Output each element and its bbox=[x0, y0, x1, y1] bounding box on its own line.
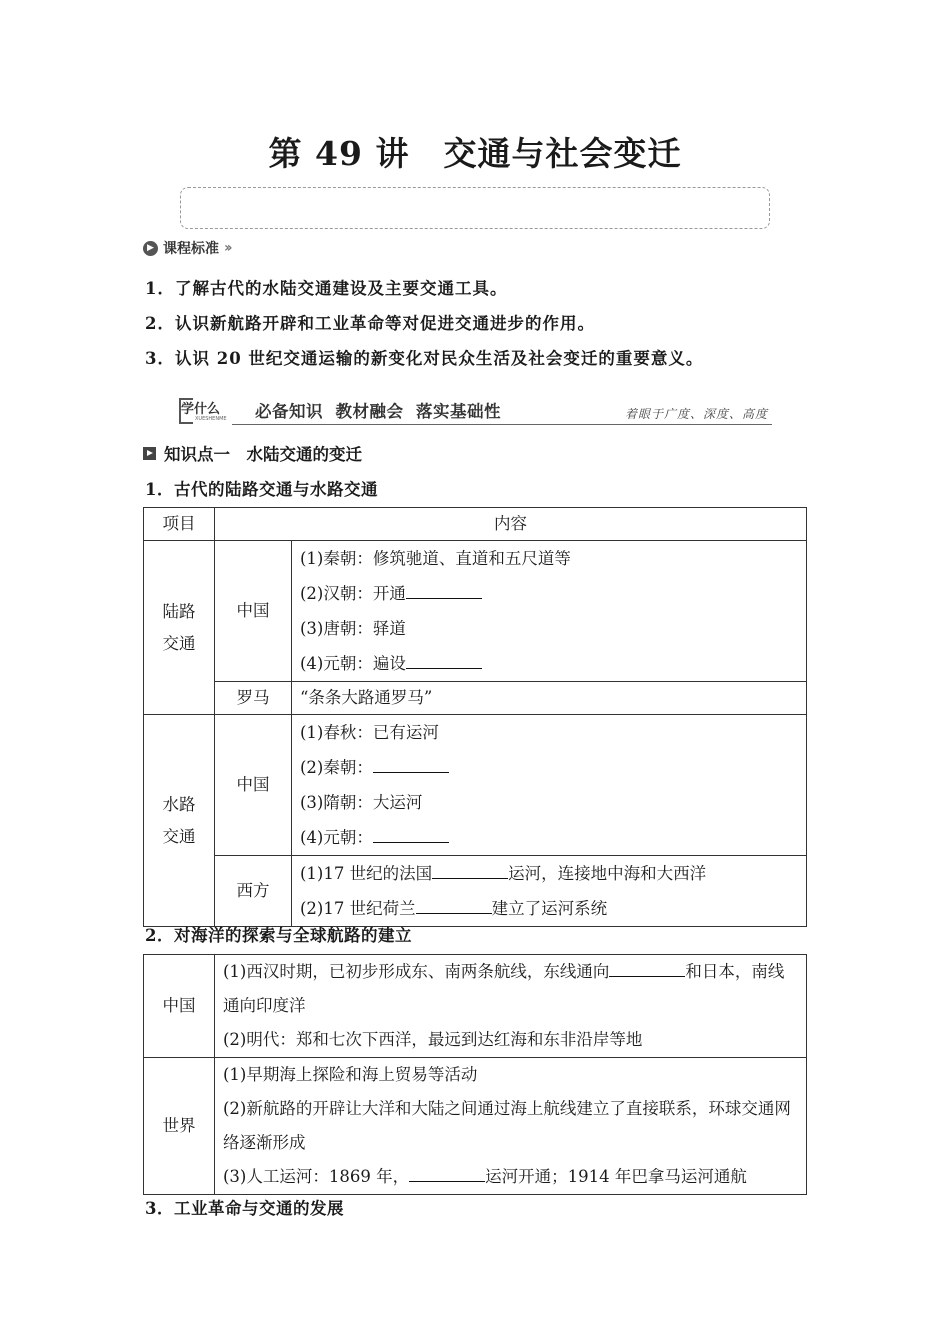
page-title: 第 49 讲 交通与社会变迁 bbox=[268, 134, 682, 173]
land-china-item-3: (3)唐朝：驿道 bbox=[300, 619, 406, 638]
double-chevron-icon: ›› bbox=[224, 240, 230, 256]
land-china-content bbox=[292, 541, 807, 682]
fill-blank[interactable] bbox=[373, 824, 449, 843]
land-china-item-4: (4)元朝：遍设 bbox=[300, 646, 806, 681]
t2-world-item-3: (3)人工运河：1869 年， 运河开通；1914 年巴拿马运河通航 bbox=[223, 1160, 800, 1194]
t2-world-content bbox=[215, 1058, 807, 1195]
land-rome-label: 罗马 bbox=[215, 682, 292, 715]
header-item: 项目 bbox=[144, 508, 215, 541]
land-china-item-2: (2)汉朝：开通 bbox=[300, 576, 806, 611]
fill-blank[interactable] bbox=[406, 580, 482, 599]
water-china-content bbox=[292, 715, 807, 856]
water-china-item-2: (2)秦朝： bbox=[300, 750, 806, 785]
table-ocean-routes bbox=[143, 954, 807, 1195]
land-china-label: 中国 bbox=[215, 541, 292, 682]
logo-subtext: XUESHENME bbox=[195, 416, 227, 422]
land-china-item-1: (1)秦朝：修筑驰道、直道和五尺道等 bbox=[300, 549, 571, 568]
fill-blank[interactable] bbox=[406, 650, 482, 669]
water-china-item-3: (3)隋朝：大运河 bbox=[300, 793, 423, 812]
t2-china-label: 中国 bbox=[144, 955, 215, 1058]
header-content: 内容 bbox=[215, 508, 807, 541]
t2-world-item-1: (1)早期海上探险和海上贸易等活动 bbox=[223, 1065, 478, 1084]
dashed-box bbox=[180, 187, 770, 229]
water-china-label: 中国 bbox=[215, 715, 292, 856]
water-china-item-1: (1)春秋：已有运河 bbox=[300, 723, 439, 742]
water-west-item-1: (1)17 世纪的法国 运河，连接地中海和大西洋 bbox=[300, 856, 806, 891]
water-west-label: 西方 bbox=[215, 856, 292, 927]
fill-blank[interactable] bbox=[609, 958, 685, 977]
standard-item-3: 3．认识 20 世纪交通运输的新变化对民众生活及社会变迁的重要意义。 bbox=[145, 349, 704, 368]
water-west-content bbox=[292, 856, 807, 927]
fill-blank[interactable] bbox=[416, 895, 492, 914]
logo bbox=[179, 398, 227, 422]
fill-blank[interactable] bbox=[432, 860, 508, 879]
land-rome-content bbox=[292, 682, 807, 715]
fill-blank[interactable] bbox=[409, 1163, 485, 1182]
section1-title: 1．古代的陆路交通与水路交通 bbox=[145, 480, 378, 499]
t2-china-content bbox=[215, 955, 807, 1058]
banner-rule bbox=[232, 424, 772, 425]
section2-title: 2．对海洋的探索与全球航路的建立 bbox=[145, 926, 412, 945]
play-icon: ▶ bbox=[143, 241, 158, 256]
knowledge-point-heading bbox=[143, 441, 362, 465]
logo-text: 学什么 bbox=[181, 402, 221, 417]
water-label-line2: 交通 bbox=[162, 826, 196, 846]
table-land-water bbox=[143, 507, 807, 927]
banner-main-text: 必备知识 教材融会 落实基础性 bbox=[255, 402, 501, 421]
land-label-line1: 陆路 bbox=[162, 601, 196, 621]
water-west-item-2: (2)17 世纪荷兰 建立了运河系统 bbox=[300, 891, 806, 926]
banner-right-text: 着眼于广度、深度、高度 bbox=[624, 407, 768, 421]
land-label bbox=[144, 541, 215, 715]
standard-item-1: 1．了解古代的水陆交通建设及主要交通工具。 bbox=[145, 279, 508, 298]
knowledge-point-label: 知识点一 水陆交通的变迁 bbox=[164, 445, 362, 464]
t2-china-item-2: (2)明代：郑和七次下西洋，最远到达红海和东非沿岸等地 bbox=[223, 1030, 643, 1049]
t2-world-label: 世界 bbox=[144, 1058, 215, 1195]
t2-world-item-2: (2)新航路的开辟让大洋和大陆之间通过海上航线建立了直接联系，环球交通网络逐渐形成 bbox=[223, 1099, 791, 1152]
fill-blank[interactable] bbox=[373, 754, 449, 773]
water-china-item-4: (4)元朝： bbox=[300, 820, 806, 855]
water-label bbox=[144, 715, 215, 927]
t2-china-item-1: (1)西汉时期，已初步形成东、南两条航线，东线通向 和日本，南线通向印度洋 bbox=[223, 955, 800, 1023]
standard-item-2: 2．认识新航路开辟和工业革命等对促进交通进步的作用。 bbox=[145, 314, 595, 333]
water-label-line1: 水路 bbox=[162, 794, 196, 814]
land-label-line2: 交通 bbox=[162, 633, 196, 653]
section-banner bbox=[177, 396, 772, 426]
standard-heading-label: 课程标准 bbox=[163, 241, 219, 257]
triangle-icon bbox=[143, 447, 156, 460]
section3-title: 3．工业革命与交通的发展 bbox=[145, 1199, 344, 1218]
standard-heading bbox=[143, 238, 230, 258]
rome-text: “条条大路通罗马” bbox=[300, 688, 433, 707]
